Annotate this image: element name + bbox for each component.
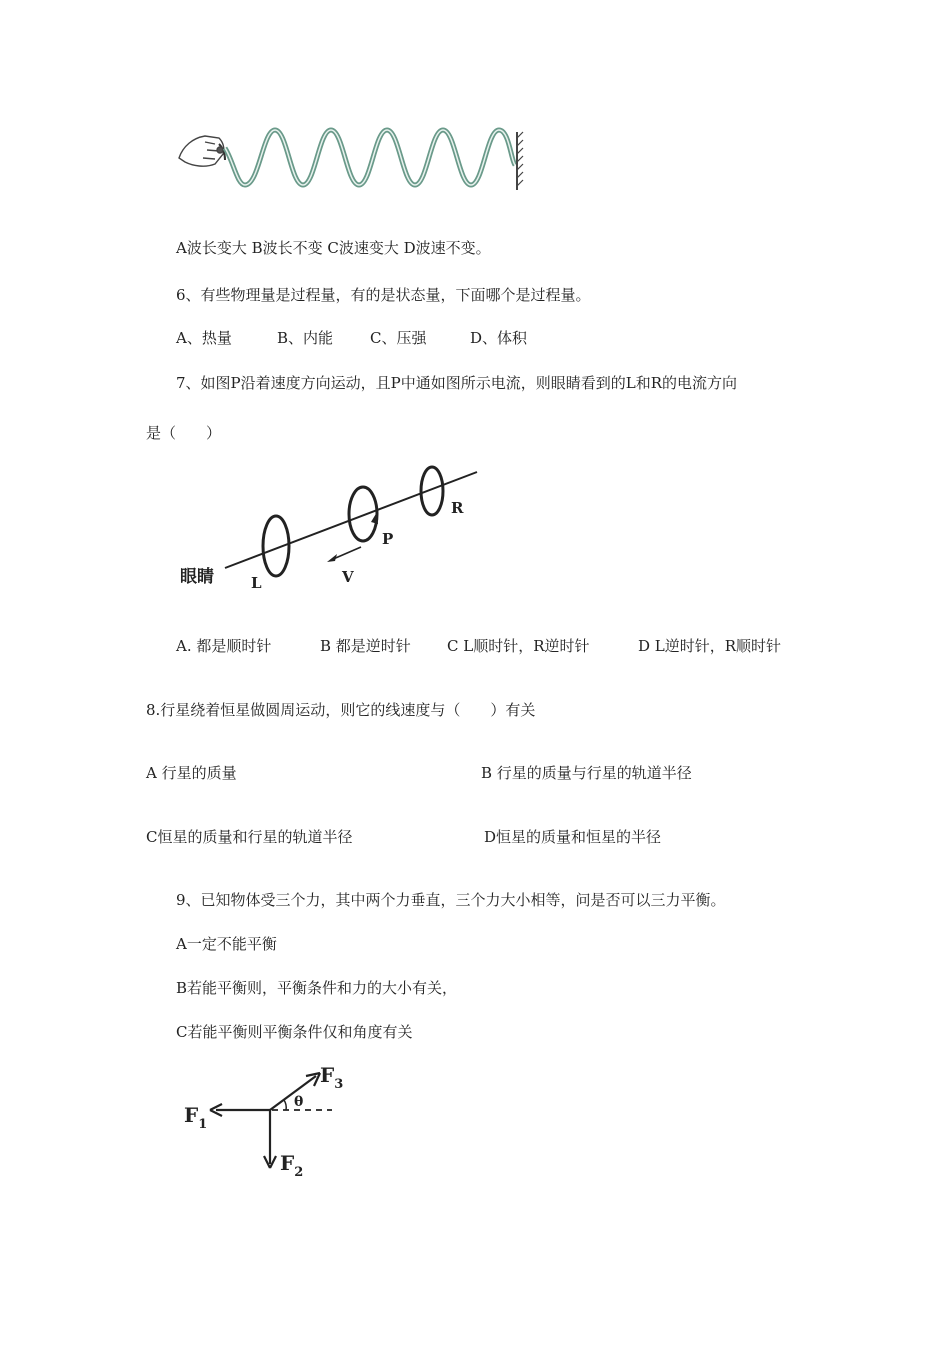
f3-label: $F_3$ <box>320 1063 344 1092</box>
q8-stem: 8.行星绕着恒星做圆周运动，则它的线速度与（ ）有关 <box>146 701 536 719</box>
q9-option-a: A一定不能平衡 <box>176 935 277 953</box>
q5-options: A波长变大 B波长不变 C波速变大 D波速不变。 <box>176 239 491 257</box>
force-diagram <box>180 1060 360 1190</box>
ring-r <box>421 467 443 515</box>
angle-label: θ <box>294 1094 304 1110</box>
ring-p <box>349 487 377 541</box>
q8-option-c: C恒星的质量和行星的轨道半径 <box>146 828 353 846</box>
q6-option-c: C、压强 <box>370 329 427 347</box>
rope-wave <box>225 130 515 185</box>
velocity-arrowhead-icon <box>327 554 337 562</box>
f2-label: $F_2$ <box>280 1151 304 1180</box>
rings-figure <box>175 460 495 595</box>
q7-stem-line2: 是（ ） <box>146 424 222 442</box>
ring-p-label: P <box>382 530 394 548</box>
f1-label: $F_1$ <box>184 1103 208 1132</box>
ring-r-label: R <box>451 499 464 517</box>
q7-option-d: D L逆时针，R顺时针 <box>638 637 782 655</box>
q6-stem: 6、有些物理量是过程量，有的是状态量，下面哪个是过程量。 <box>176 286 591 304</box>
q6-option-a: A、热量 <box>176 329 232 347</box>
q9-option-b: B若能平衡则，平衡条件和力的大小有关， <box>176 979 458 997</box>
hand-icon <box>179 136 225 166</box>
q7-option-c: C L顺时针，R逆时针 <box>447 637 590 655</box>
q8-option-a: A 行星的质量 <box>146 764 237 782</box>
ring-l-label: L <box>251 574 262 592</box>
q8-option-d: D恒星的质量和恒星的半径 <box>484 828 662 846</box>
q6-option-d: D、体积 <box>470 329 528 347</box>
f3-arrow <box>270 1076 316 1110</box>
q9-option-c: C若能平衡则平衡条件仅和角度有关 <box>176 1023 413 1041</box>
q7-option-a: A. 都是顺时针 <box>176 637 272 655</box>
angle-arc <box>284 1100 286 1110</box>
wall-icon <box>517 132 523 190</box>
q7-stem-line1: 7、如图P沿着速度方向运动，且P中通如图所示电流，则眼睛看到的L和R的电流方向 <box>176 374 737 392</box>
velocity-label: V <box>342 568 354 586</box>
q8-option-b: B 行星的质量与行星的轨道半径 <box>481 764 692 782</box>
wave-figure <box>175 120 535 195</box>
q6-option-b: B、内能 <box>277 329 334 347</box>
q7-option-b: B 都是逆时针 <box>320 637 411 655</box>
eye-label: 眼睛 <box>180 567 214 587</box>
q9-stem: 9、已知物体受三个力，其中两个力垂直，三个力大小相等，问是否可以三力平衡。 <box>176 891 726 909</box>
current-arrow-icon <box>371 512 378 524</box>
